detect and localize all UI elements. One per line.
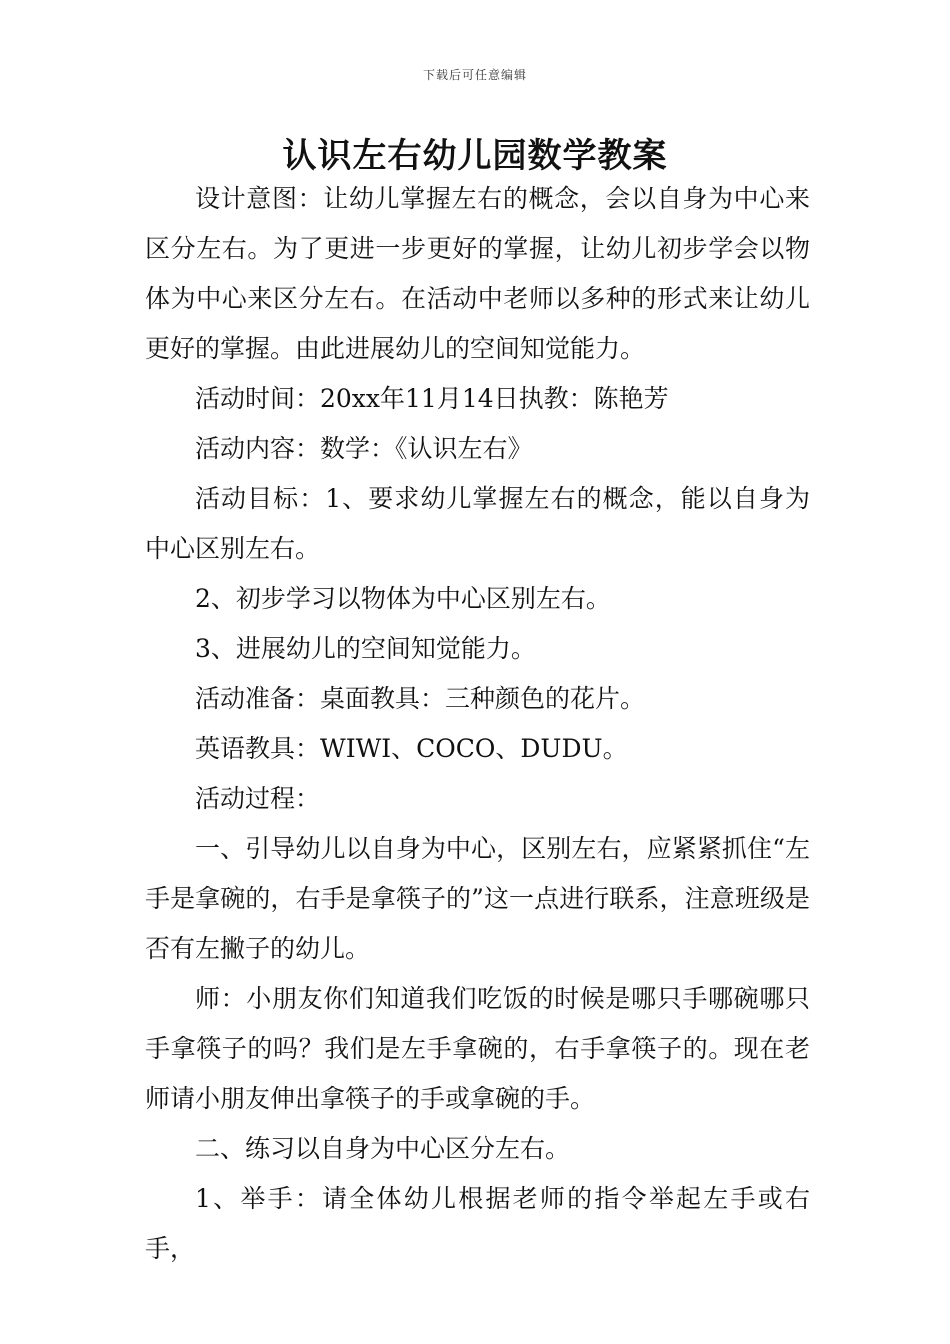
paragraph-process-heading: 活动过程：	[195, 784, 321, 813]
document-title: 认识左右幼儿园数学教案	[282, 136, 668, 176]
paragraph-step-2-item-1: 1、举手：请全体幼儿根据老师的指令举起左手或右手，	[145, 1184, 810, 1263]
paragraph-preparation: 活动准备：桌面教具：三种颜色的花片。	[195, 684, 646, 713]
paragraph-teacher-dialogue: 师：小朋友你们知道我们吃饭的时候是哪只手哪碗哪只手拿筷子的吗？我们是左手拿碗的，右手拿筷子的。现在老师请小朋友伸出拿筷子的手或拿碗的手。	[145, 984, 810, 1113]
paragraph-step-1: 一、引导幼儿以自身为中心，区别左右，应紧紧抓住“左手是拿碗的，右手是拿筷子的”这一点进行联系，注意班级是否有左撇子的幼儿。	[145, 834, 810, 963]
paragraph-design-intent: 设计意图：让幼儿掌握左右的概念，会以自身为中心来区分左右。为了更进一步更好的掌握，让幼儿初步学会以物体为中心来区分左右。在活动中老师以多种的形式来让幼儿更好的掌握。由此进展幼儿的空间知觉能力。	[145, 184, 810, 363]
paragraph-activity-goal-3: 3、进展幼儿的空间知觉能力。	[195, 634, 536, 663]
header-note: 下载后可任意编辑	[422, 68, 527, 82]
paragraph-activity-goal-1: 活动目标：1、要求幼儿掌握左右的概念，能以自身为中心区别左右。	[145, 484, 810, 563]
paragraph-activity-time: 活动时间：20xx年11月14日执教：陈艳芳	[195, 384, 669, 413]
paragraph-activity-goal-2: 2、初步学习以物体为中心区别左右。	[195, 584, 611, 613]
paragraph-step-2: 二、练习以自身为中心区分左右。	[195, 1134, 571, 1163]
document-body	[145, 174, 810, 1274]
paragraph-activity-content: 活动内容：数学：《认识左右》	[195, 434, 533, 463]
paragraph-english-materials: 英语教具：WIWI、COCO、DUDU。	[195, 734, 628, 763]
